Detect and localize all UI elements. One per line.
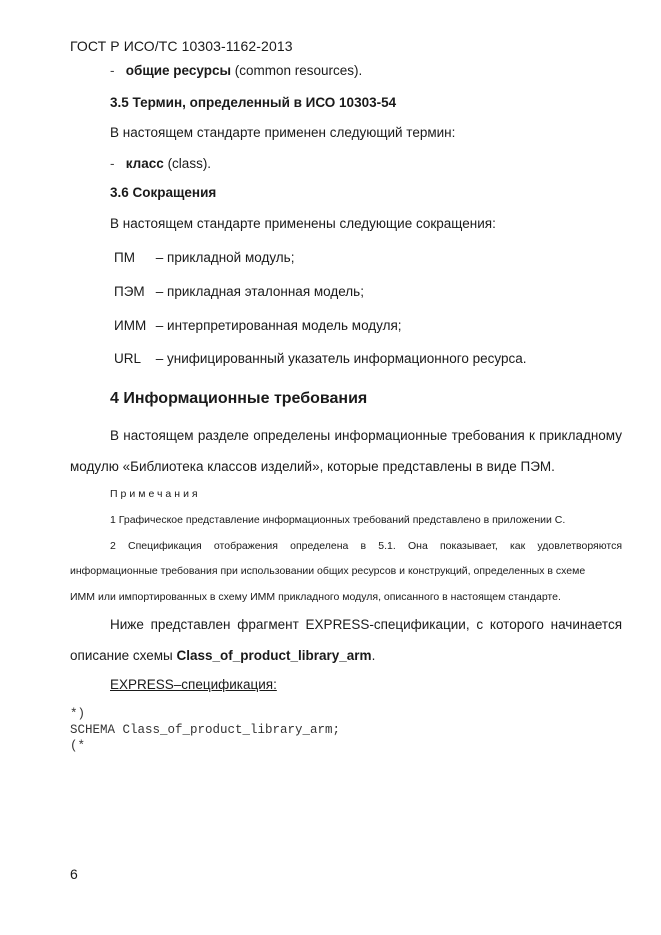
term-common-resources: общие ресурсы xyxy=(125,63,231,78)
code-line: (* xyxy=(70,739,86,753)
section-4-paragraph-2-line-1: Ниже представлен фрагмент EXPRESS-спецификации, с которого начинается xyxy=(110,617,622,632)
schema-name: Class_of_product_library_arm xyxy=(176,648,372,663)
abbreviation-row xyxy=(114,351,526,366)
term-common-resources-en: (common resources). xyxy=(234,63,363,78)
note-2-line-1: 2 Спецификация отображения определена в 5.1. Она показывает, как удовлетворяются xyxy=(110,540,622,552)
section-3-6-intro: В настоящем стандарте применены следующие сокращения: xyxy=(110,216,496,231)
term-class-en: (class). xyxy=(167,156,212,171)
abbreviation-term: ИММ xyxy=(114,318,147,333)
abbreviation-definition: – интерпретированная модель модуля; xyxy=(155,318,402,333)
abbreviation-term: ПЭМ xyxy=(114,284,145,299)
term-class: класс xyxy=(125,156,164,171)
bullet-dash: - xyxy=(110,156,115,171)
abbreviation-row xyxy=(114,318,402,333)
section-3-6-heading: 3.6 Сокращения xyxy=(110,185,217,200)
paragraph-text: . xyxy=(371,648,376,663)
abbreviation-term: ПМ xyxy=(114,250,135,265)
note-2-line-2: информационные требования при использовании общих ресурсов и конструкций, определенных в схеме xyxy=(70,565,586,577)
note-1: 1 Графическое представление информационных требований представлено в приложении C. xyxy=(110,514,566,526)
paragraph-text: описание схемы xyxy=(70,648,173,663)
notes-label: Примечания xyxy=(110,488,201,500)
bullet-common-resources xyxy=(110,63,362,78)
abbreviation-row xyxy=(114,284,364,299)
section-4-paragraph-1-line-2: модулю «Библиотека классов изделий», которые представлены в виде ПЭМ. xyxy=(70,459,555,474)
code-line: SCHEMA Class_of_product_library_arm; xyxy=(70,723,341,737)
section-4-paragraph-1-line-1: В настоящем разделе определены информационные требования к прикладному xyxy=(110,428,622,443)
express-spec-label: EXPRESS–спецификация: xyxy=(110,677,277,692)
abbreviation-row xyxy=(114,250,294,265)
section-3-5-intro: В настоящем стандарте применен следующий термин: xyxy=(110,125,456,140)
abbreviation-term: URL xyxy=(114,351,142,366)
section-4-paragraph-2-line-2 xyxy=(70,648,375,663)
abbreviation-definition: – унифицированный указатель информационного ресурса. xyxy=(155,351,527,366)
note-2-line-3: ИММ или импортированных в схему ИММ прикладного модуля, описанного в настоящем стандарте. xyxy=(70,591,561,603)
section-3-5-heading: 3.5 Термин, определенный в ИСО 10303-54 xyxy=(110,95,397,110)
section-4-heading: 4 Информационные требования xyxy=(110,390,368,407)
abbreviation-definition: – прикладная эталонная модель; xyxy=(155,284,364,299)
code-line: *) xyxy=(70,707,86,721)
page-number: 6 xyxy=(70,866,78,882)
page-header-title: ГОСТ Р ИСО/ТС 10303-1162-2013 xyxy=(70,38,293,54)
bullet-dash: - xyxy=(110,63,115,78)
bullet-class xyxy=(110,156,211,171)
abbreviation-definition: – прикладной модуль; xyxy=(155,250,295,265)
